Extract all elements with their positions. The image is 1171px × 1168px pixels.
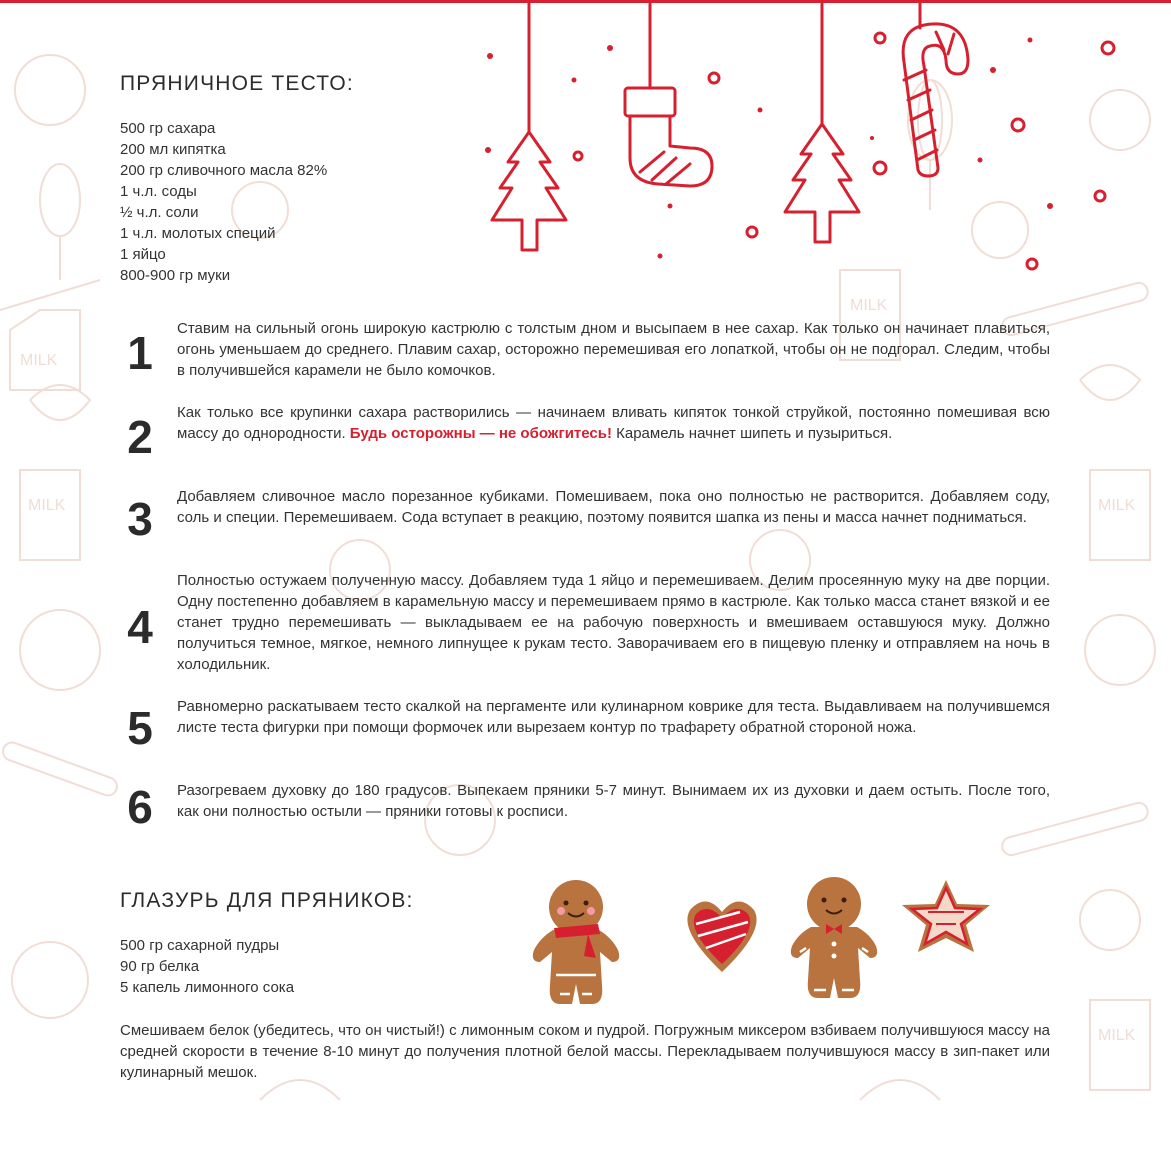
ingredient-item: 1 яйцо: [120, 246, 166, 263]
step-number: 5: [127, 702, 153, 754]
step-number: 3: [127, 493, 153, 545]
ingredient-item: 200 мл кипятка: [120, 141, 226, 158]
step-text: Ставим на сильный огонь широкую кастрюлю с толстым дном и высыпаем в нее сахар. Как только он начинает плавиться, огонь уменьшаем до среднего. Плавим сахар, осторожно перемешивая его лопаткой, чтобы он не подгорал. Следим, чтобы в получившейся карамели не было комочков.: [177, 320, 1050, 379]
step-text: Равномерно раскатываем тесто скалкой на пергаменте или кулинарном коврике для теста. Выдавливаем на получившемся листе теста фигурки при помощи формочек или вырезаем контур по трафарету обратной стороной ножа.: [177, 698, 1050, 736]
svg-text:MILK: MILK: [850, 297, 888, 314]
step-text: [177, 402, 1050, 444]
ingredient-item: 800-900 гр муки: [120, 267, 231, 284]
ingredient-item: 1 ч.л. соды: [120, 183, 197, 200]
glaze-method-text: Смешиваем белок (убедитесь, что он чистый!) с лимонным соком и пудрой. Погружным миксером взбиваем получившуюся массу на средней скорости в течение 8-10 минут до получения плотной белой массы. Перекладываем получившуюся массу в зип-пакет или кулинарный мешок.: [120, 1022, 1050, 1081]
ingredient-item: 5 капель лимонного сока: [120, 979, 295, 996]
ingredient-item: 1 ч.л. молотых специй: [120, 225, 276, 242]
ingredient-item: 200 гр сливочного масла 82%: [120, 162, 328, 179]
glaze-section-title: ГЛАЗУРЬ ДЛЯ ПРЯНИКОВ:: [120, 889, 414, 912]
warning-text: Будь осторожны — не обожгитесь!: [349, 425, 612, 442]
step-text: Добавляем сливочное масло порезанное кубиками. Помешиваем, пока оно полностью не растворится. Добавляем соду, соль и специи. Перемешиваем. Сода вступает в реакцию, поэтому появится шапка из пены и масса начнет подниматься.: [177, 488, 1050, 526]
dough-ingredients-list: [120, 118, 327, 286]
step-text: Разогреваем духовку до 180 градусов. Выпекаем пряники 5-7 минут. Вынимаем их из духовки и даем остыть. После того, как они полностью остыли — пряники готовы к росписи.: [177, 782, 1050, 820]
step-number: 6: [127, 781, 153, 833]
svg-text:MILK: MILK: [28, 497, 66, 514]
glaze-ingredients-list: [120, 935, 294, 998]
svg-text:MILK: MILK: [1098, 1027, 1136, 1044]
step-number: 2: [127, 411, 153, 463]
step-text-before: Как только все крупинки сахара растворились — начинаем вливать кипяток тонкой струйкой, постоянно помешивая всю массу до однородности.: [177, 404, 1050, 442]
svg-text:MILK: MILK: [1098, 497, 1136, 514]
ingredient-item: 500 гр сахара: [120, 120, 216, 137]
ingredient-item: 500 гр сахарной пудры: [120, 937, 280, 954]
dough-section-title: ПРЯНИЧНОЕ ТЕСТО:: [120, 72, 354, 95]
step-text: Полностью остужаем полученную массу. Добавляем туда 1 яйцо и перемешиваем. Делим просеянную муку на две порции. Одну постепенно добавляем в карамельную массу и перемешиваем прямо в кастрюле. Как только масса станет вязкой и ее станет трудно перемешивать — выкладываем ее на рабочую поверхность и вмешиваем оставшуюся муку. Должно получиться темное, мягкое, немного липнущее к рукам тесто. Заворачиваем его в пищевую пленку и отправляем на ночь в холодильник.: [177, 572, 1050, 673]
step-number: 4: [127, 601, 153, 653]
step-text-after: Карамель начнет шипеть и пузыриться.: [611, 425, 893, 442]
svg-text:MILK: MILK: [20, 352, 58, 369]
ingredient-item: 90 гр белка: [120, 958, 200, 975]
ingredient-item: ½ ч.л. соли: [120, 204, 199, 221]
step-number: 1: [127, 327, 153, 379]
